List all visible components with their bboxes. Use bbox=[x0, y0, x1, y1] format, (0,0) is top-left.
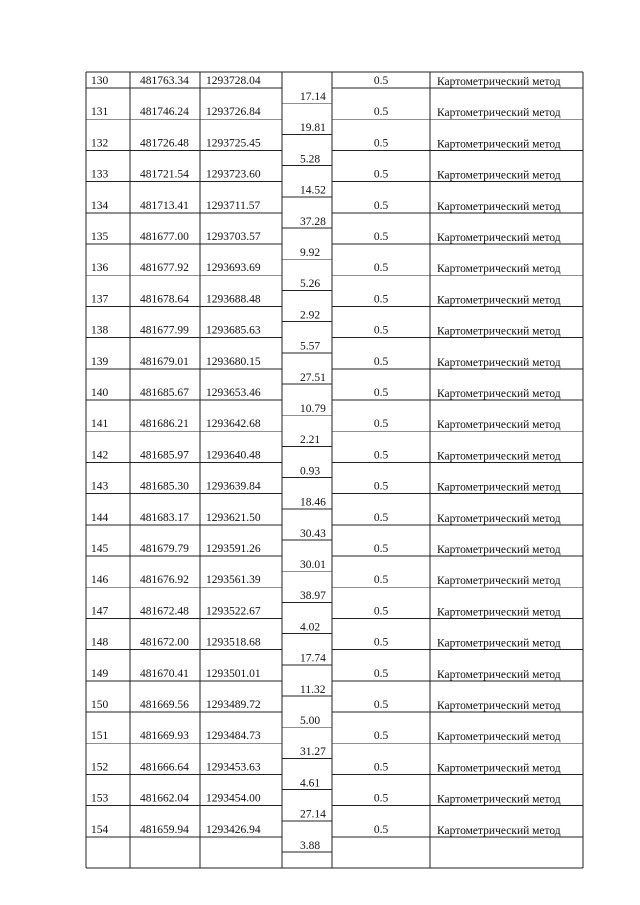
coord-x: 481672.48 bbox=[140, 605, 189, 618]
distance-value: 4.61 bbox=[300, 777, 321, 790]
coord-x: 481677.99 bbox=[140, 324, 189, 337]
distance-value: 9.92 bbox=[300, 247, 321, 259]
point-number: 153 bbox=[91, 792, 109, 805]
point-number: 131 bbox=[91, 106, 109, 119]
point-number: 143 bbox=[91, 480, 109, 493]
point-number: 132 bbox=[91, 137, 109, 150]
distance-value: 0.93 bbox=[300, 465, 321, 478]
accuracy-value: 0.5 bbox=[373, 823, 389, 836]
point-number: 139 bbox=[91, 355, 109, 368]
distance-value: 30.01 bbox=[300, 559, 326, 571]
distance-value: 19.81 bbox=[300, 122, 326, 135]
distance-value: 38.97 bbox=[300, 590, 326, 603]
method-label: Картометрический метод bbox=[437, 481, 561, 494]
coord-y: 1293591.26 bbox=[206, 543, 261, 555]
coord-y: 1293642.68 bbox=[206, 418, 261, 431]
method-label: Картометрический метод bbox=[437, 793, 561, 806]
distance-value: 31.27 bbox=[300, 746, 326, 759]
distance-value: 17.74 bbox=[300, 652, 326, 665]
point-number: 141 bbox=[91, 418, 109, 431]
distance-value: 11.32 bbox=[300, 683, 326, 696]
coord-x: 481662.04 bbox=[140, 792, 189, 805]
distance-value: 10.79 bbox=[300, 403, 326, 415]
table-grid bbox=[86, 72, 583, 868]
point-number: 134 bbox=[91, 199, 109, 212]
coord-y: 1293621.50 bbox=[206, 511, 261, 524]
accuracy-value: 0.5 bbox=[373, 106, 389, 119]
coord-x: 481677.92 bbox=[140, 262, 189, 275]
accuracy-value: 0.5 bbox=[373, 792, 389, 805]
point-number: 151 bbox=[91, 730, 109, 743]
accuracy-value: 0.5 bbox=[373, 324, 389, 337]
method-label: Картометрический метод bbox=[437, 700, 561, 712]
coord-x: 481685.30 bbox=[140, 480, 189, 493]
accuracy-value: 0.5 bbox=[373, 699, 389, 711]
coord-y: 1293454.00 bbox=[206, 792, 261, 805]
coord-x: 481686.21 bbox=[140, 418, 189, 431]
method-label: Картометрический метод bbox=[437, 824, 561, 837]
distance-value: 17.14 bbox=[300, 91, 326, 103]
accuracy-value: 0.5 bbox=[373, 137, 389, 150]
coord-y: 1293653.46 bbox=[206, 387, 261, 399]
coord-x: 481763.34 bbox=[140, 75, 189, 87]
coord-x: 481676.92 bbox=[140, 574, 189, 587]
coord-y: 1293501.01 bbox=[206, 667, 261, 680]
coord-y: 1293703.57 bbox=[206, 231, 261, 243]
method-label: Картометрический метод bbox=[437, 138, 561, 151]
coord-y: 1293639.84 bbox=[206, 480, 261, 493]
point-number: 138 bbox=[91, 324, 109, 337]
method-label: Картометрический метод bbox=[437, 575, 561, 588]
coord-x: 481683.17 bbox=[140, 511, 189, 524]
coord-y: 1293688.48 bbox=[206, 293, 261, 306]
coord-x: 481713.41 bbox=[140, 199, 189, 212]
coord-y: 1293728.04 bbox=[206, 75, 261, 87]
accuracy-value: 0.5 bbox=[373, 387, 389, 399]
distance-value: 27.14 bbox=[300, 808, 326, 821]
method-label: Картометрический метод bbox=[437, 544, 561, 556]
coord-y: 1293489.72 bbox=[206, 699, 261, 711]
accuracy-value: 0.5 bbox=[373, 761, 389, 774]
coord-x: 481746.24 bbox=[140, 106, 189, 119]
accuracy-value: 0.5 bbox=[373, 730, 389, 743]
method-label: Картометрический метод bbox=[437, 668, 561, 681]
accuracy-value: 0.5 bbox=[373, 262, 389, 275]
distance-value: 37.28 bbox=[300, 215, 326, 228]
point-number: 140 bbox=[91, 387, 109, 399]
accuracy-value: 0.5 bbox=[373, 667, 389, 680]
coord-x: 481685.97 bbox=[140, 449, 189, 462]
coord-y: 1293561.39 bbox=[206, 574, 261, 587]
point-number: 144 bbox=[91, 511, 109, 524]
distance-value: 4.02 bbox=[300, 621, 321, 634]
coord-y: 1293426.94 bbox=[206, 823, 261, 836]
point-number: 136 bbox=[91, 262, 109, 275]
point-number: 148 bbox=[91, 636, 109, 649]
distance-value: 5.26 bbox=[300, 278, 321, 291]
method-label: Картометрический метод bbox=[437, 388, 561, 400]
accuracy-value: 0.5 bbox=[373, 449, 389, 462]
coord-x: 481666.64 bbox=[140, 761, 189, 774]
point-number: 137 bbox=[91, 293, 109, 306]
method-label: Картометрический метод bbox=[437, 419, 561, 432]
point-number: 135 bbox=[91, 231, 109, 243]
accuracy-value: 0.5 bbox=[373, 199, 389, 212]
distance-value: 5.00 bbox=[300, 715, 321, 727]
coord-y: 1293725.45 bbox=[206, 137, 261, 150]
coord-x: 481679.01 bbox=[140, 355, 189, 368]
method-label: Картометрический метод bbox=[437, 76, 561, 88]
distance-value: 5.57 bbox=[300, 340, 321, 353]
method-label: Картометрический метод bbox=[437, 294, 561, 307]
coord-y: 1293453.63 bbox=[206, 761, 261, 774]
method-label: Картометрический метод bbox=[437, 606, 561, 619]
coord-x: 481670.41 bbox=[140, 667, 189, 680]
distance-value: 27.51 bbox=[300, 371, 326, 384]
accuracy-value: 0.5 bbox=[373, 293, 389, 306]
distance-value: 30.43 bbox=[300, 527, 326, 540]
method-label: Картометрический метод bbox=[437, 107, 561, 120]
accuracy-value: 0.5 bbox=[373, 418, 389, 431]
coord-y: 1293711.57 bbox=[206, 199, 261, 212]
point-number: 150 bbox=[91, 699, 109, 711]
point-number: 149 bbox=[91, 667, 109, 680]
method-label: Картометрический метод bbox=[437, 731, 561, 744]
accuracy-value: 0.5 bbox=[373, 480, 389, 493]
accuracy-value: 0.5 bbox=[373, 511, 389, 524]
point-number: 147 bbox=[91, 605, 109, 618]
coord-y: 1293522.67 bbox=[206, 605, 261, 618]
method-label: Картометрический метод bbox=[437, 512, 561, 525]
distance-value: 3.88 bbox=[300, 839, 321, 852]
distance-value: 2.21 bbox=[300, 434, 321, 447]
method-label: Картометрический метод bbox=[437, 450, 561, 463]
method-label: Картометрический метод bbox=[437, 263, 561, 276]
coord-x: 481659.94 bbox=[140, 823, 189, 836]
accuracy-value: 0.5 bbox=[373, 543, 389, 555]
method-label: Картометрический метод bbox=[437, 762, 561, 775]
method-label: Картометрический метод bbox=[437, 637, 561, 650]
point-number: 142 bbox=[91, 449, 109, 462]
coord-y: 1293640.48 bbox=[206, 449, 261, 462]
coord-y: 1293484.73 bbox=[206, 730, 261, 743]
point-number: 130 bbox=[91, 75, 109, 87]
method-label: Картометрический метод bbox=[437, 325, 561, 338]
coord-y: 1293685.63 bbox=[206, 324, 261, 337]
coord-x: 481679.79 bbox=[140, 543, 189, 555]
coord-y: 1293723.60 bbox=[206, 168, 261, 181]
point-number: 146 bbox=[91, 574, 109, 587]
accuracy-value: 0.5 bbox=[373, 355, 389, 368]
method-label: Картометрический метод bbox=[437, 169, 561, 182]
accuracy-value: 0.5 bbox=[373, 231, 389, 243]
accuracy-value: 0.5 bbox=[373, 75, 389, 87]
method-label: Картометрический метод bbox=[437, 232, 561, 244]
coord-x: 481721.54 bbox=[140, 168, 189, 181]
coord-y: 1293726.84 bbox=[206, 106, 261, 119]
point-number: 145 bbox=[91, 543, 109, 555]
table-cells bbox=[91, 75, 561, 852]
coord-x: 481672.00 bbox=[140, 636, 189, 649]
point-number: 152 bbox=[91, 761, 109, 774]
coord-x: 481678.64 bbox=[140, 293, 189, 306]
coord-y: 1293518.68 bbox=[206, 636, 261, 649]
coord-x: 481685.67 bbox=[140, 387, 189, 399]
method-label: Картометрический метод bbox=[437, 356, 561, 369]
coord-y: 1293680.15 bbox=[206, 355, 261, 368]
coord-x: 481669.93 bbox=[140, 730, 189, 743]
method-label: Картометрический метод bbox=[437, 200, 561, 213]
distance-value: 18.46 bbox=[300, 496, 326, 509]
accuracy-value: 0.5 bbox=[373, 168, 389, 181]
coord-x: 481726.48 bbox=[140, 137, 189, 150]
point-number: 133 bbox=[91, 168, 109, 181]
distance-value: 2.92 bbox=[300, 309, 321, 322]
coord-y: 1293693.69 bbox=[206, 262, 261, 275]
accuracy-value: 0.5 bbox=[373, 605, 389, 618]
accuracy-value: 0.5 bbox=[373, 574, 389, 587]
distance-value: 5.28 bbox=[300, 153, 321, 166]
coord-x: 481669.56 bbox=[140, 699, 189, 711]
coord-x: 481677.00 bbox=[140, 231, 189, 243]
distance-value: 14.52 bbox=[300, 184, 326, 197]
point-number: 154 bbox=[91, 823, 109, 836]
accuracy-value: 0.5 bbox=[373, 636, 389, 649]
